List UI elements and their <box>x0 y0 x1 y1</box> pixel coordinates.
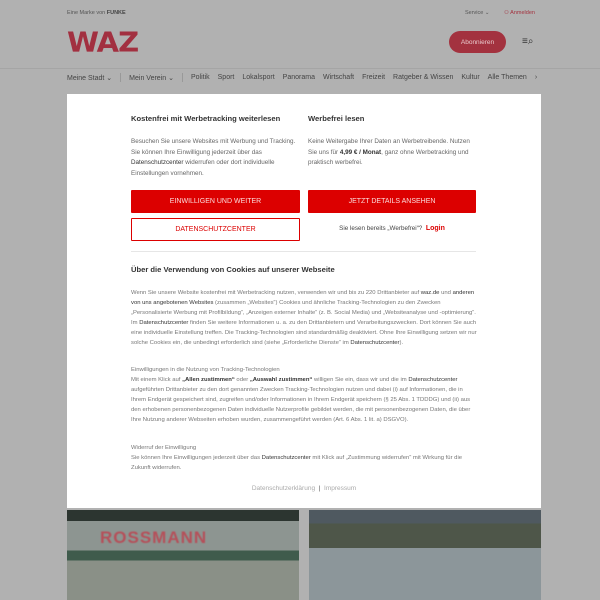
consent-footer <box>67 485 541 492</box>
text: Mit einem Klick auf <box>131 377 183 383</box>
service-label: Service <box>465 10 484 16</box>
privacy-center-link[interactable]: Datenschutzcenter <box>408 377 458 383</box>
nav-freizeit[interactable]: Freizeit <box>362 74 386 81</box>
revoke-paragraph <box>131 453 471 473</box>
tracking-heading: Einwilligungen in die Nutzung von Tracking-Technologien <box>131 367 280 373</box>
text: ). <box>399 340 404 347</box>
already-subscribed <box>308 225 476 232</box>
text: „Auswahl zustimmen“ <box>249 377 313 383</box>
nav-divider <box>0 68 600 69</box>
already-text: Sie lesen bereits „Werbefrei“? <box>339 225 423 232</box>
nav-lokalsport[interactable]: Lokalsport <box>242 74 275 81</box>
nav-meine-stadt[interactable]: Meine Stadt ⌄ <box>67 74 113 82</box>
privacy-center-link[interactable]: Datenschutzcenter <box>261 455 311 461</box>
free-text-b: widerrufen oder dort individuelle Einstellungen vornehmen. <box>131 159 275 177</box>
teaser-image-rossmann[interactable] <box>67 510 299 600</box>
nav-wirtschaft[interactable]: Wirtschaft <box>322 74 355 81</box>
adfree-text <box>308 137 473 169</box>
brand-note-text: Eine Marke von <box>67 10 106 16</box>
adfree-text-a: Keine Weitergabe Ihrer Daten an Werbetreibende. Nutzen Sie uns für <box>308 138 470 156</box>
text: (zusammen „Websites“) Cookies und ähnliche Tracking-Technologien zu den Zwecken „Personalisierte Werbung mit Profilbildung“, „Anzeigen externer Inhalte“ (z. B. Social Media) und „Websiteanalyse und -optimierung“. Im <box>131 300 476 327</box>
funke-logo: FUNKE <box>106 10 126 16</box>
menu-search-icon[interactable]: ≡⌕ <box>522 36 534 47</box>
chevron-down-icon: ⌄ <box>484 10 490 16</box>
privacy-center-link[interactable]: Datenschutzcenter <box>139 320 189 327</box>
privacy-center-button[interactable]: DATENSCHUTZCENTER <box>131 218 300 241</box>
nav-politik[interactable]: Politik <box>190 74 210 81</box>
websites-link[interactable]: anderen von uns angebotenen Websites <box>131 290 475 307</box>
nav-label: Meine Stadt <box>67 74 105 82</box>
text: Wenn Sie unsere Website kostenfrei mit Werbetracking nutzen, verwenden wir und bis zu 220 Drittanbieter auf <box>131 290 421 296</box>
service-menu[interactable] <box>465 10 489 16</box>
cookies-title: Über die Verwendung von Cookies auf unserer Webseite <box>131 265 335 274</box>
login-link[interactable] <box>504 10 535 16</box>
privacy-center-link[interactable]: Datenschutzcenter <box>131 159 184 166</box>
waz-logo[interactable]: WAZ <box>67 25 139 59</box>
waz-link[interactable]: waz.de <box>420 290 440 296</box>
nav-kultur[interactable]: Kultur <box>461 74 480 81</box>
privacy-policy-link[interactable]: Datenschutzerklärung <box>251 485 316 492</box>
revoke-heading: Widerruf der Einwilligung <box>131 445 197 451</box>
text: oder <box>234 377 250 383</box>
text: mit Klick auf „Zustimmung widerrufen“ mit Wirkung für die Zukunft widerrufen. <box>131 455 463 472</box>
text: willigen Sie ein, dass wir und die im <box>312 377 409 383</box>
subscribe-button[interactable]: Abonnieren <box>449 31 506 53</box>
adfree-title: Werbefrei lesen <box>308 114 365 123</box>
text: „Allen zustimmen“ <box>182 377 235 383</box>
details-button[interactable]: JETZT DETAILS ANSEHEN <box>308 190 476 213</box>
imprint-link[interactable]: Impressum <box>324 485 357 492</box>
nav-label: Mein Verein <box>129 74 167 82</box>
main-nav <box>67 73 537 82</box>
nav-ratgeber[interactable]: Ratgeber & Wissen <box>393 74 454 81</box>
nav-mein-verein[interactable]: Mein Verein ⌄ <box>129 74 174 82</box>
privacy-center-link[interactable]: Datenschutzcenter <box>350 340 400 347</box>
nav-separator <box>182 73 183 82</box>
free-text <box>131 137 303 179</box>
user-icon: ⚇ <box>504 10 509 16</box>
nav-separator <box>120 73 121 82</box>
login-label: Anmelden <box>510 10 535 16</box>
nav-alle-themen[interactable]: Alle Themen <box>487 74 527 81</box>
brand-note <box>67 10 126 16</box>
teaser-image-lake[interactable] <box>309 510 541 600</box>
cookies-paragraph <box>131 288 479 349</box>
tracking-paragraph <box>131 375 479 425</box>
price: 4,99 € / Monat <box>339 148 382 156</box>
text: und <box>439 290 453 296</box>
text: finden Sie weitere Informationen u. a. zu den Drittanbietern und Verarbeitungszwecken. Dort können Sie auch eine individuelle Einstellung treffen. Die Tracking-Technologien sind standardmäßig deaktiviert. Ohne Ihre Einwilligung setzen wir nur solche Cookies ein, die unbedingt erforderlich sind (siehe „Erforderliche Dienste“ im <box>131 320 477 347</box>
adfree-text-b: , ganz ohne Werbetracking und praktisch werbefrei. <box>308 148 469 166</box>
consent-dialog <box>67 94 541 508</box>
text: Sie können Ihre Einwilligungen jederzeit über das <box>131 455 262 461</box>
adfree-login-link[interactable]: Login <box>425 225 445 232</box>
free-text-a: Besuchen Sie unsere Websites mit Werbung und Tracking. Sie können Ihre Einwilligung jederzeit über das <box>131 138 296 156</box>
divider <box>131 251 476 252</box>
chevron-right-icon[interactable]: › <box>534 74 538 81</box>
accept-button[interactable]: EINWILLIGEN UND WEITER <box>131 190 300 213</box>
nav-sport[interactable]: Sport <box>217 74 235 81</box>
text: aufgeführten Drittanbieter zu den dort genannten Zwecken Tracking-Technologien nutzen und dabei (i) auf Informationen, die in Ihrem Endgerät gespeichert sind, zugreifen und/oder Informationen in Ihrem Endgerät speichern (§ 25 Abs. 1 TDDDG) und (ii) aus den erhobenen personenbezogenen Daten individuelle Nutzerprofile gebildet werden, die mit personenbezogenen Daten, die über Ihre Nutzung anderer Webseiten erhoben wurden, zusammengeführt werden (Art. 6 Abs. 1 lit. a) DSGVO). <box>131 387 471 424</box>
nav-panorama[interactable]: Panorama <box>282 74 315 81</box>
footer-separator: | <box>318 485 321 492</box>
free-title: Kostenfrei mit Werbetracking weiterlesen <box>131 114 281 123</box>
rossmann-sign: ROSSMANN <box>100 528 208 547</box>
